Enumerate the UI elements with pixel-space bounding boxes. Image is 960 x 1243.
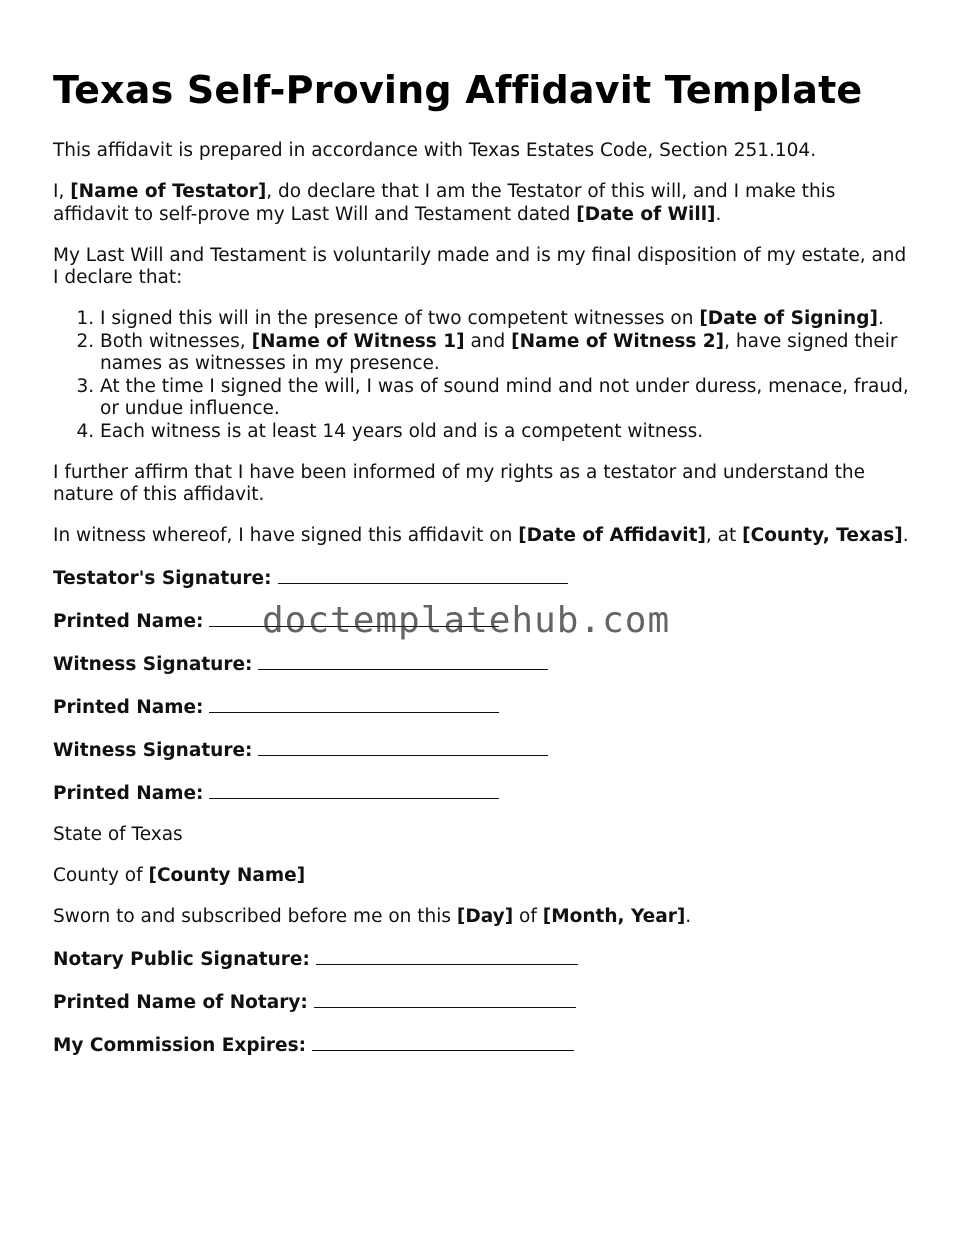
printed-name-label: Printed Name: xyxy=(53,783,204,804)
sworn-paragraph: Sworn to and subscribed before me on this [Day] of [Month, Year]. xyxy=(53,906,692,927)
witness-signature-line[interactable] xyxy=(258,738,548,756)
testator-signature-line[interactable] xyxy=(278,566,568,584)
witness-signature-line[interactable] xyxy=(258,652,548,670)
list-item: 4. Each witness is at least 14 years old and is a competent witness. xyxy=(100,421,913,444)
notary-signature-row xyxy=(53,947,913,972)
signing-date-placeholder: [Date of Signing] xyxy=(699,308,878,329)
printed-name-row xyxy=(53,695,913,720)
printed-name-row xyxy=(53,609,913,634)
printed-name-label: Printed Name: xyxy=(53,611,204,632)
affidavit-date-placeholder: [Date of Affidavit] xyxy=(518,525,706,546)
state-line: State of Texas xyxy=(53,824,183,845)
printed-name-row xyxy=(53,781,913,806)
document-title: Texas Self-Proving Affidavit Template xyxy=(53,68,863,112)
witness-2-placeholder: [Name of Witness 2] xyxy=(511,330,725,352)
list-item: 3. At the time I signed the will, I was of sound mind and not under duress, menace, fraud, or undue influence. xyxy=(100,376,913,421)
watermark: doctemplatehub.com xyxy=(262,600,671,641)
commission-expires-label: My Commission Expires: xyxy=(53,1035,307,1056)
intro-paragraph: This affidavit is prepared in accordance with Texas Estates Code, Section 251.104. xyxy=(53,140,817,161)
affirm-paragraph: I further affirm that I have been informed of my rights as a testator and understand the nature of this affidavit. xyxy=(53,461,865,505)
printed-name-label: Printed Name: xyxy=(53,697,204,718)
witness-signature-label: Witness Signature: xyxy=(53,654,253,675)
notary-signature-label: Notary Public Signature: xyxy=(53,949,310,970)
list-item: 2. Both witnesses, [Name of Witness 1] and [Name of Witness 2], have signed their names as witnesses in my presence. xyxy=(100,331,913,376)
printed-name-line[interactable] xyxy=(209,781,499,799)
county-name-placeholder: [County Name] xyxy=(148,865,306,886)
notary-printed-name-row xyxy=(53,990,913,1015)
witness-signature-row xyxy=(53,738,913,763)
will-date-placeholder: [Date of Will] xyxy=(576,203,716,225)
testator-signature-label: Testator's Signature: xyxy=(53,568,272,589)
witness-signature-label: Witness Signature: xyxy=(53,740,253,761)
day-placeholder: [Day] xyxy=(456,906,514,927)
notary-printed-name-label: Printed Name of Notary: xyxy=(53,992,308,1013)
notary-printed-name-line[interactable] xyxy=(314,990,576,1008)
witness-signature-row xyxy=(53,652,913,677)
witness-whereof-paragraph: In witness whereof, I have signed this affidavit on [Date of Affidavit], at [County, Texas]. xyxy=(53,525,909,546)
commission-expires-row xyxy=(53,1033,913,1058)
voluntary-paragraph: My Last Will and Testament is voluntarily made and is my final disposition of my estate, and I declare that: xyxy=(53,244,907,288)
printed-name-line[interactable] xyxy=(209,695,499,713)
county-line: County of [County Name] xyxy=(53,865,306,886)
list-item: 1. I signed this will in the presence of two competent witnesses on [Date of Signing]. xyxy=(100,308,913,331)
printed-name-line[interactable] xyxy=(209,609,499,627)
testator-signature-row xyxy=(53,566,913,591)
month-year-placeholder: [Month, Year] xyxy=(542,906,686,927)
declarations-list xyxy=(53,308,913,443)
commission-expires-line[interactable] xyxy=(312,1033,574,1051)
testator-name-placeholder: [Name of Testator] xyxy=(70,181,267,202)
notary-signature-line[interactable] xyxy=(316,947,578,965)
witness-1-placeholder: [Name of Witness 1] xyxy=(251,330,465,352)
declaration-paragraph: I, [Name of Testator], do declare that I am the Testator of this will, and I make this affidavit to self-prove my Last Will and Testament dated [Date of Will]. xyxy=(53,181,836,225)
document-page xyxy=(53,66,913,1076)
county-texas-placeholder: [County, Texas] xyxy=(742,525,903,546)
